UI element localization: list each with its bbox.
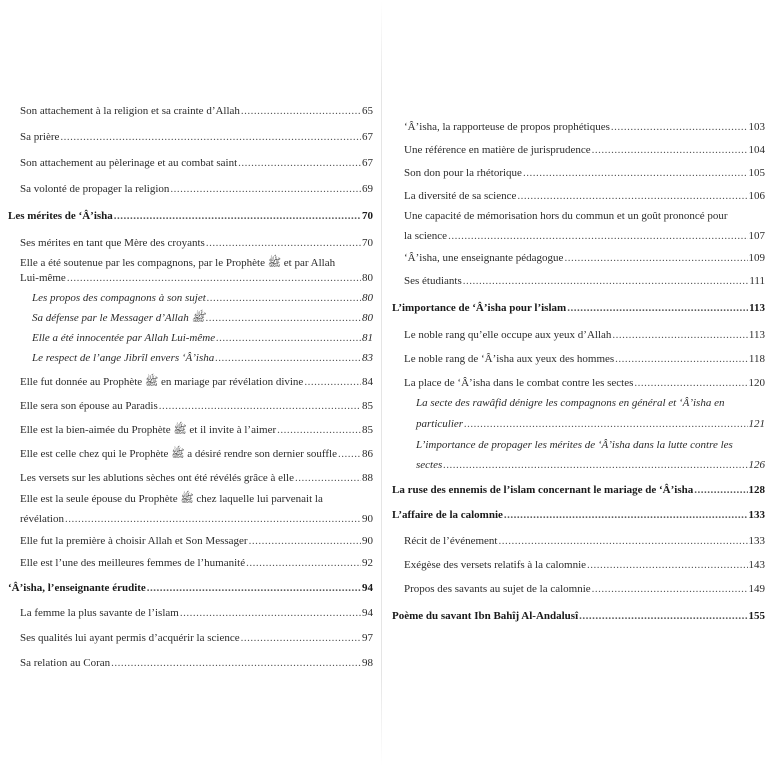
toc-entry-title: Sa relation au Coran [20, 657, 111, 669]
toc-entry-page: 111 [749, 275, 765, 287]
toc-entry-title: Elle est l’une des meilleures femmes de l’humanité [20, 557, 246, 569]
toc-entry-title: Le noble rang de ‘Â’isha aux yeux des hommes [404, 353, 615, 365]
toc-entry-title-line2: la science [404, 230, 448, 242]
leader-dots [611, 120, 748, 135]
toc-entry [392, 274, 765, 289]
leader-dots [579, 609, 747, 624]
toc-section-heading [392, 483, 765, 498]
toc-entry-title: Elle fut donnée au Prophète ﷺ en mariage par révélation divine [20, 376, 304, 388]
leader-dots [634, 376, 747, 391]
toc-entry-title: Son attachement au pèlerinage et au combat saint [20, 157, 238, 169]
toc-entry-title: Elle est la bien-aimée du Prophète ﷺ et il invite à l’aimer [20, 424, 277, 436]
leader-dots [147, 581, 361, 596]
toc-entry-page: 80 [362, 272, 373, 284]
toc-entry-title: Le respect de l’ange Jibrîl envers ‘Â’isha [32, 352, 215, 364]
toc-entry [8, 471, 373, 486]
leader-dots [180, 606, 361, 621]
leader-dots [592, 143, 748, 158]
toc-entry-title: Les propos des compagnons à son sujet [32, 292, 206, 304]
toc-entry-page: 120 [748, 377, 765, 389]
toc-entry-title: Les versets sur les ablutions sèches ont été révélés grâce à elle [20, 472, 294, 484]
toc-entry-title: Sa défense par le Messager d’Allah ﷺ [32, 312, 205, 324]
leader-dots [241, 104, 361, 119]
toc-entry [8, 399, 373, 414]
toc-entry-page: 143 [748, 559, 765, 571]
toc-entry-title: Elle fut la première à choisir Allah et Son Messager [20, 535, 248, 547]
page-gutter [381, 0, 382, 767]
toc-entry [8, 375, 373, 390]
toc-entry-title-line1: Une capacité de mémorisation hors du commun et un goût prononcé pour [404, 210, 728, 222]
toc-entry-page: 81 [362, 332, 373, 344]
toc-entry-page: 70 [362, 210, 373, 222]
toc-entry-page: 67 [362, 131, 373, 143]
toc-entry-title: La place de ‘Â’isha dans le combat contre les sectes [404, 377, 634, 389]
toc-entry-page: 90 [362, 513, 373, 525]
toc-entry [8, 256, 373, 286]
leader-dots [523, 166, 748, 181]
toc-entry-title-line2: sectes [416, 459, 443, 471]
toc-entry-title-line2: Lui-même [20, 272, 66, 284]
toc-entry-page: 83 [362, 352, 373, 364]
toc-entry-page: 155 [748, 610, 765, 622]
leader-dots [443, 458, 747, 473]
toc-entry-page: 86 [362, 448, 373, 460]
leader-dots [65, 512, 361, 527]
toc-entry [392, 209, 765, 244]
leader-dots [277, 423, 361, 438]
leader-dots [206, 311, 361, 326]
leader-dots [694, 483, 747, 498]
toc-entry-page: 67 [362, 157, 373, 169]
toc-entry-page: 90 [362, 535, 373, 547]
toc-entry-page: 65 [362, 105, 373, 117]
toc-entry [392, 582, 765, 597]
toc-subentry [392, 396, 765, 432]
toc-entry-page: 98 [362, 657, 373, 669]
toc-entry-page: 97 [362, 632, 373, 644]
toc-entry [392, 189, 765, 204]
leader-dots [241, 631, 361, 646]
toc-entry-title: Elle sera son épouse au Paradis [20, 400, 158, 412]
toc-entry-page: 103 [748, 121, 765, 133]
leader-dots [304, 375, 361, 390]
toc-entry-page: 104 [748, 144, 765, 156]
leader-dots [587, 558, 747, 573]
leader-dots [249, 534, 361, 549]
toc-entry [8, 156, 373, 171]
leader-dots [114, 209, 361, 224]
toc-entry-page: 113 [748, 329, 765, 341]
toc-entry-page: 85 [362, 424, 373, 436]
toc-entry-title-line1: L’importance de propager les mérites de ‘Â’isha dans la lutte contre les [416, 439, 733, 451]
leader-dots [216, 331, 361, 346]
leader-dots [612, 328, 748, 343]
toc-entry-page: 128 [748, 484, 765, 496]
leader-dots [60, 130, 361, 145]
leader-dots [448, 229, 747, 244]
toc-entry-title: Ses qualités lui ayant permis d’acquérir la science [20, 632, 240, 644]
toc-entry-title: Les mérites de ‘Â’isha [8, 210, 113, 222]
leader-dots [215, 351, 361, 366]
leader-dots [111, 656, 361, 671]
toc-entry-page: 133 [748, 535, 765, 547]
toc-entry-page: 94 [362, 582, 373, 594]
toc-entry [392, 352, 765, 367]
toc-entry-page: 80 [362, 292, 373, 304]
toc-entry-title-line1: Elle est la seule épouse du Prophète ﷺ chez laquelle lui parvenait la [20, 493, 323, 505]
toc-entry [8, 556, 373, 571]
leader-dots [463, 274, 749, 289]
toc-entry [8, 534, 373, 549]
toc-entry-title: Elle est celle chez qui le Prophète ﷺ a désiré rendre son dernier souffle [20, 448, 337, 460]
toc-entry-page: 121 [748, 418, 765, 430]
toc-section-heading [8, 581, 373, 596]
toc-entry-title: Exégèse des versets relatifs à la calomnie [404, 559, 587, 571]
toc-entry [392, 328, 765, 343]
toc-entry [8, 631, 373, 646]
toc-entry-title: Une référence en matière de jurisprudence [404, 144, 591, 156]
toc-section-heading [392, 609, 765, 624]
toc-subentry [392, 438, 765, 473]
toc-entry-page: 109 [748, 252, 765, 264]
toc-section-heading [8, 209, 373, 224]
toc-entry [392, 143, 765, 158]
toc-entry-title: Propos des savants au sujet de la calomnie [404, 583, 591, 595]
toc-entry [392, 166, 765, 181]
toc-entry-title: La diversité de sa science [404, 190, 517, 202]
leader-dots [498, 534, 747, 549]
toc-entry-title: Ses étudiants [404, 275, 462, 287]
toc-entry [8, 656, 373, 671]
toc-entry-title: L’importance de ‘Â’isha pour l’islam [392, 302, 567, 314]
toc-entry-title-line1: Elle a été soutenue par les compagnons, par le Prophète ﷺ et par Allah [20, 257, 336, 269]
toc-entry-title-line2: révélation [20, 513, 64, 525]
toc-entry-page: 85 [362, 400, 373, 412]
toc-entry-title: Sa prière [20, 131, 60, 143]
toc-entry-title: Récit de l’événement [404, 535, 498, 547]
toc-entry-page: 118 [748, 353, 765, 365]
leader-dots [592, 582, 748, 597]
toc-subentry [8, 351, 373, 366]
toc-entry-page: 133 [748, 509, 765, 521]
toc-entry [8, 606, 373, 621]
toc-entry [8, 130, 373, 145]
toc-entry-title: Son attachement à la religion et sa crainte d’Allah [20, 105, 240, 117]
toc-entry [8, 423, 373, 438]
toc-entry-title: Le noble rang qu’elle occupe aux yeux d’Allah [404, 329, 612, 341]
toc-entry [392, 251, 765, 266]
leader-dots [615, 352, 748, 367]
toc-entry-page: 70 [362, 237, 373, 249]
leader-dots [159, 399, 361, 414]
toc-subentry [8, 311, 373, 326]
toc-entry-title: ‘Â’isha, la rapporteuse de propos prophétiques [404, 121, 610, 133]
toc-entry-page: 69 [362, 183, 373, 195]
toc-entry-title: Sa volonté de propager la religion [20, 183, 170, 195]
toc-entry-title: ‘Â’isha, une enseignante pédagogue [404, 252, 564, 264]
leader-dots [238, 156, 361, 171]
leader-dots [207, 291, 361, 306]
toc-entry-page: 92 [362, 557, 373, 569]
toc-entry-title: Elle a été innocentée par Allah Lui-même [32, 332, 216, 344]
toc-entry [392, 120, 765, 135]
toc-entry [8, 182, 373, 197]
leader-dots [295, 471, 361, 486]
toc-entry [392, 534, 765, 549]
right-page-toc [392, 120, 765, 624]
toc-entry-page: 105 [748, 167, 765, 179]
toc-entry [8, 492, 373, 527]
toc-entry-title-line2: particulier [416, 418, 464, 430]
toc-entry-page: 88 [362, 472, 373, 484]
leader-dots [246, 556, 361, 571]
toc-entry-title: ‘Â’isha, l’enseignante érudite [8, 582, 146, 594]
toc-entry [8, 236, 373, 251]
toc-entry-page: 80 [362, 312, 373, 324]
leader-dots [504, 508, 748, 523]
toc-entry-title: Ses mérites en tant que Mère des croyants [20, 237, 205, 249]
toc-subentry [8, 291, 373, 306]
leader-dots [338, 447, 361, 462]
toc-entry-title: Son don pour la rhétorique [404, 167, 522, 179]
toc-entry-page: 84 [362, 376, 373, 388]
leader-dots [206, 236, 361, 251]
leader-dots [67, 271, 361, 286]
leader-dots [564, 251, 747, 266]
toc-entry-title: L’affaire de la calomnie [392, 509, 503, 521]
toc-entry [392, 558, 765, 573]
toc-entry [392, 376, 765, 391]
toc-entry-page: 107 [748, 230, 765, 242]
toc-entry-page: 126 [748, 459, 765, 471]
toc-entry-page: 149 [748, 583, 765, 595]
toc-entry-title: La femme la plus savante de l’islam [20, 607, 179, 619]
leader-dots [170, 182, 361, 197]
toc-section-heading [392, 301, 765, 316]
toc-entry-page: 94 [362, 607, 373, 619]
toc-entry [8, 447, 373, 462]
toc-entry-title: La ruse des ennemis de l’islam concernant le mariage de ‘Â’isha [392, 484, 694, 496]
toc-entry-title: Poème du savant Ibn Bahîj Al-Andalusî [392, 610, 579, 622]
toc-entry-page: 113 [749, 302, 765, 314]
toc-entry-page: 106 [748, 190, 765, 202]
leader-dots [464, 417, 747, 432]
toc-section-heading [392, 508, 765, 523]
leader-dots [517, 189, 747, 204]
toc-entry [8, 104, 373, 119]
toc-subentry [8, 331, 373, 346]
leader-dots [567, 301, 748, 316]
toc-entry-title-line1: La secte des rawâfid dénigre les compagnons en général et ‘Â’isha en [416, 397, 725, 409]
left-page-toc [8, 104, 373, 671]
